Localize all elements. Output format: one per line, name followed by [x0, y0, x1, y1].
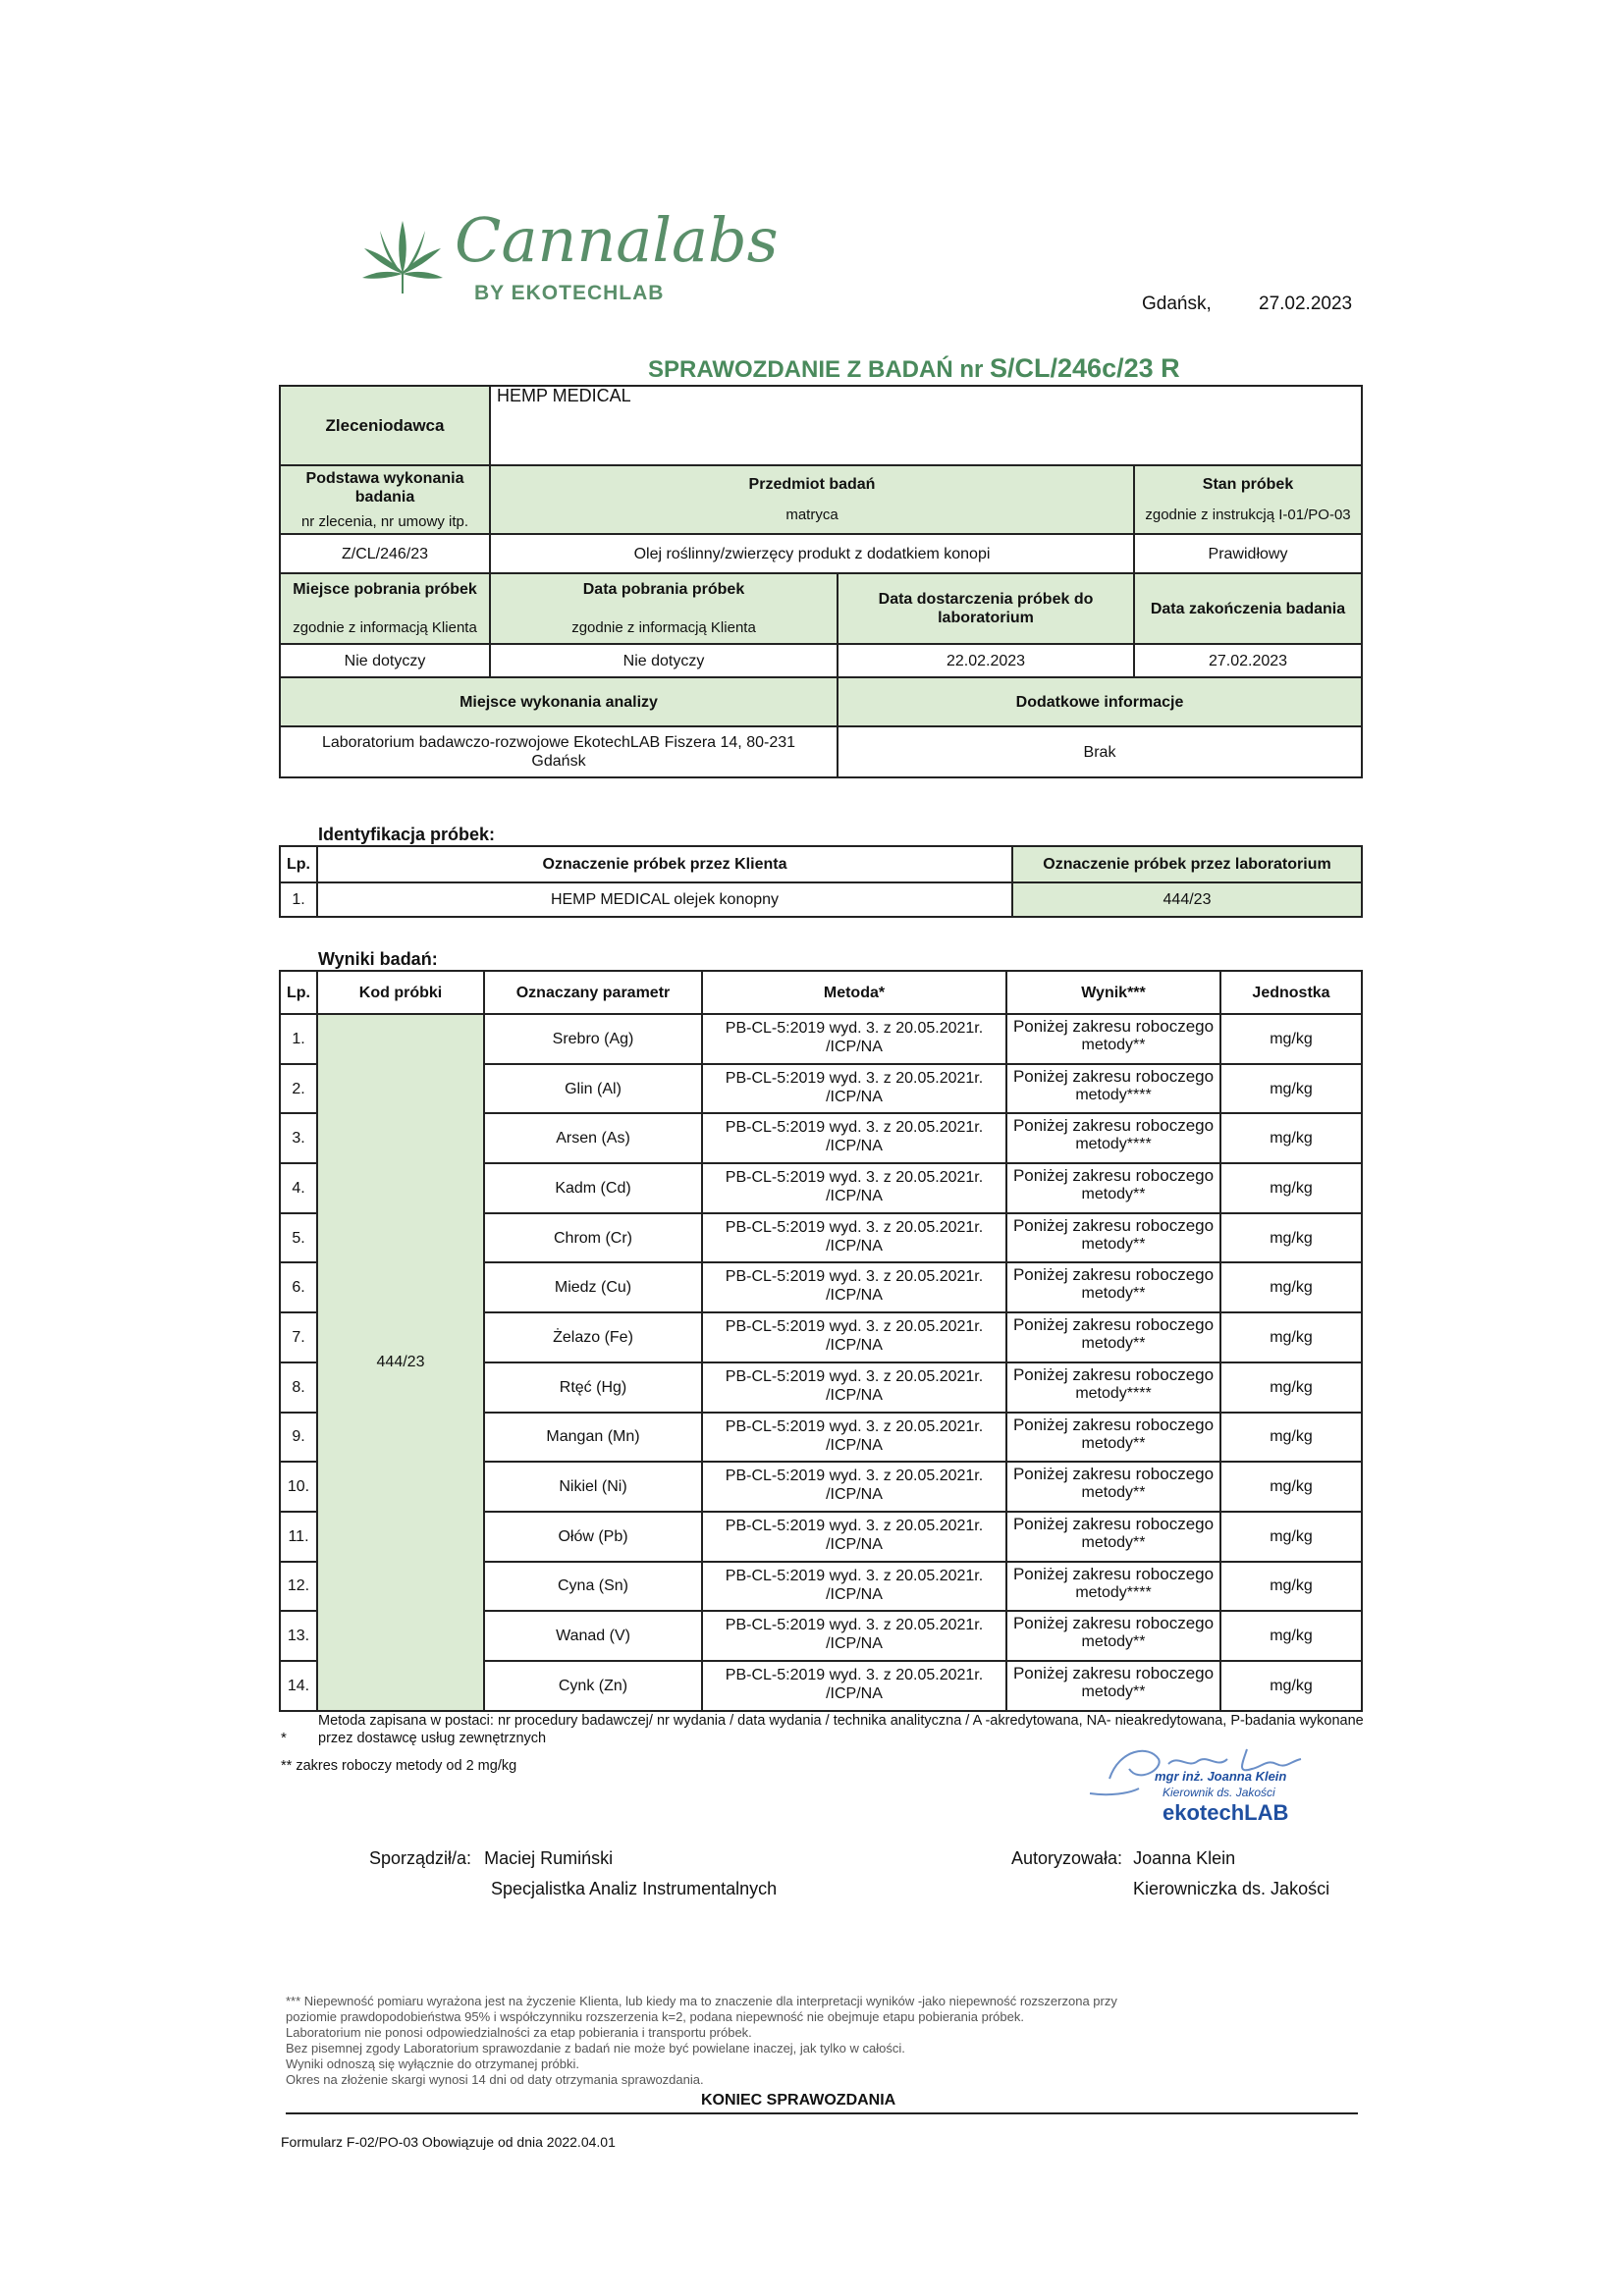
range-note: ** zakres roboczy metody od 2 mg/kg [281, 1758, 517, 1774]
row-param: Miedz (Cu) [484, 1262, 702, 1312]
row-result-line1: Poniżej zakresu roboczego [1012, 1315, 1215, 1335]
row-result [1006, 1611, 1220, 1661]
row-result-line2: metody** [1081, 1533, 1146, 1551]
report-title [648, 353, 1180, 384]
row-lp: 6. [280, 1262, 317, 1312]
row-method-line2: /ICP/NA [826, 1436, 883, 1454]
row-method-line2: /ICP/NA [826, 1287, 883, 1305]
matrix-value: Olej roślinny/zwierzęcy produkt z dodatkiem konopi [490, 534, 1134, 573]
id-row-lp: 1. [280, 882, 317, 917]
row-method [702, 1213, 1006, 1263]
issue-city: Gdańsk, [1142, 294, 1212, 314]
results-title: Wyniki badań: [318, 949, 438, 969]
subject-label: Przedmiot badań [748, 476, 876, 493]
row-result [1006, 1413, 1220, 1463]
row-lp: 8. [280, 1362, 317, 1413]
row-result-line1: Poniżej zakresu roboczego [1012, 1663, 1215, 1682]
row-result-line2: metody**** [1075, 1086, 1152, 1103]
row-lp: 5. [280, 1213, 317, 1263]
row-method-line2: /ICP/NA [826, 1188, 883, 1205]
row-method-line2: /ICP/NA [826, 1039, 883, 1055]
row-param: Glin (Al) [484, 1064, 702, 1114]
row-method-line1: PB-CL-5:2019 wyd. 3. z 20.05.2021r. [725, 1020, 984, 1037]
row-unit: mg/kg [1220, 1262, 1362, 1312]
row-unit: mg/kg [1220, 1661, 1362, 1711]
analysis-place-value: Laboratorium badawczo-rozwojowe EkotechLAB Fiszera 14, 80-231 Gdańsk [280, 726, 838, 777]
row-method-line2: /ICP/NA [826, 1585, 883, 1603]
delivery-date-label: Data dostarczenia próbek do laboratorium [838, 573, 1134, 644]
row-method [702, 1462, 1006, 1512]
row-result-line2: metody** [1081, 1335, 1146, 1353]
row-method-line1: PB-CL-5:2019 wyd. 3. z 20.05.2021r. [725, 1268, 984, 1286]
footer-divider [286, 2112, 1358, 2114]
row-method [702, 1163, 1006, 1213]
row-method [702, 1661, 1006, 1711]
cannabis-leaf-icon [358, 213, 447, 301]
footer-line: Bez pisemnej zgody Laboratorium sprawozdanie z badań nie może być powielane inaczej, jak tylko w całości. [286, 2041, 905, 2056]
row-unit: mg/kg [1220, 1113, 1362, 1163]
row-method [702, 1262, 1006, 1312]
footer-line: *** Niepewność pomiaru wyrażona jest na życzenie Klienta, lub kiedy ma to znaczenie dla interpretacji wyników -jako niepewność rozszerzona przy [286, 1994, 1117, 2008]
row-result-line1: Poniżej zakresu roboczego [1012, 1465, 1215, 1484]
row-method [702, 1413, 1006, 1463]
results-header-unit: Jednostka [1220, 971, 1362, 1014]
row-result [1006, 1512, 1220, 1562]
method-note-star: * [281, 1730, 287, 1746]
results-header-method: Metoda* [702, 971, 1006, 1014]
client-value: HEMP MEDICAL [490, 386, 1362, 465]
row-lp: 10. [280, 1462, 317, 1512]
method-note: Metoda zapisana w postaci: nr procedury badawczej/ nr wydania / data wydania / technika analityczna / A -akredytowana, NA- nieakredytowana, P-badania wykonane przez dostawcę usług zewnętrznych [318, 1713, 1364, 1746]
row-unit: mg/kg [1220, 1611, 1362, 1661]
results-header-param: Oznaczany parametr [484, 971, 702, 1014]
row-method-line1: PB-CL-5:2019 wyd. 3. z 20.05.2021r. [725, 1218, 984, 1236]
row-method-line2: /ICP/NA [826, 1088, 883, 1105]
row-param: Kadm (Cd) [484, 1163, 702, 1213]
row-lp: 12. [280, 1562, 317, 1612]
row-result [1006, 1462, 1220, 1512]
row-result-line1: Poniżej zakresu roboczego [1012, 1614, 1215, 1633]
id-header-client: Oznaczenie próbek przez Klienta [317, 846, 1012, 882]
row-method-line1: PB-CL-5:2019 wyd. 3. z 20.05.2021r. [725, 1367, 984, 1385]
results-header-lp: Lp. [280, 971, 317, 1014]
row-lp: 11. [280, 1512, 317, 1562]
sampling-date-sub: zgodnie z informacją Klienta [571, 619, 756, 636]
logo-subtitle: BY EKOTECHLAB [474, 282, 665, 304]
authorized-by [1011, 1848, 1235, 1869]
footer-line: poziomie prawdopodobieństwa 95% i współczynniku rozszerzenia k=2, podana niepewność nie obejmuje etapu pobierania próbek. [286, 2009, 1024, 2024]
sampling-place-header [280, 573, 490, 644]
logo-name: Cannalabs [455, 204, 779, 276]
row-method-line2: /ICP/NA [826, 1386, 883, 1404]
results-table [279, 970, 1363, 1712]
results-header-code: Kod próbki [317, 971, 484, 1014]
footer-line: Laboratorium nie ponosi odpowiedzialności za etap pobierania i transportu próbek. [286, 2025, 752, 2040]
stamp-logo: ekotechLAB [1163, 1800, 1289, 1825]
stamp-role: Kierownik ds. Jakości [1163, 1786, 1275, 1799]
row-method [702, 1362, 1006, 1413]
row-method-line1: PB-CL-5:2019 wyd. 3. z 20.05.2021r. [725, 1567, 984, 1584]
row-unit: mg/kg [1220, 1014, 1362, 1064]
sampling-place-label: Miejsce pobrania próbek [293, 581, 477, 598]
additional-info-value: Brak [838, 726, 1362, 777]
report-number: S/CL/246c/23 R [990, 353, 1180, 383]
signature-stamp [1080, 1739, 1335, 1838]
row-method-line2: /ICP/NA [826, 1237, 883, 1255]
results-header-result: Wynik*** [1006, 971, 1220, 1014]
row-method-line2: /ICP/NA [826, 1684, 883, 1702]
subject-header [490, 465, 1134, 534]
row-result [1006, 1213, 1220, 1263]
form-id: Formularz F-02/PO-03 Obowiązuje od dnia 2022.04.01 [281, 2134, 616, 2150]
order-number: Z/CL/246/23 [280, 534, 490, 573]
row-result [1006, 1562, 1220, 1612]
row-method-line2: /ICP/NA [826, 1138, 883, 1155]
row-result-line2: metody** [1081, 1037, 1146, 1053]
row-param: Arsen (As) [484, 1113, 702, 1163]
row-method-line1: PB-CL-5:2019 wyd. 3. z 20.05.2021r. [725, 1417, 984, 1435]
row-method [702, 1312, 1006, 1362]
footer-line: Okres na złożenie skargi wynosi 14 dni od daty otrzymania sprawozdania. [286, 2072, 704, 2087]
row-result-line1: Poniżej zakresu roboczego [1012, 1215, 1215, 1235]
row-param: Mangan (Mn) [484, 1413, 702, 1463]
row-unit: mg/kg [1220, 1413, 1362, 1463]
sampling-place-sub: zgodnie z informacją Klienta [293, 619, 477, 636]
row-result-line1: Poniżej zakresu roboczego [1012, 1066, 1215, 1086]
row-result [1006, 1661, 1220, 1711]
row-unit: mg/kg [1220, 1064, 1362, 1114]
row-result-line2: metody** [1081, 1186, 1146, 1203]
authorized-name: Joanna Klein [1133, 1848, 1236, 1868]
id-header-lab: Oznaczenie próbek przez laboratorium [1012, 846, 1362, 882]
row-lp: 7. [280, 1312, 317, 1362]
row-param: Wanad (V) [484, 1611, 702, 1661]
row-param: Cyna (Sn) [484, 1562, 702, 1612]
row-method-line1: PB-CL-5:2019 wyd. 3. z 20.05.2021r. [725, 1169, 984, 1187]
footer-line: Wyniki odnoszą się wyłącznie do otrzymanej próbki. [286, 2056, 580, 2071]
report-title-prefix: SPRAWOZDANIE Z BADAŃ nr [648, 356, 984, 383]
prepared-label: Sporządził/a: [369, 1848, 472, 1868]
logo [358, 201, 779, 309]
row-method [702, 1014, 1006, 1064]
row-param: Chrom (Cr) [484, 1213, 702, 1263]
sampling-date-value: Nie dotyczy [490, 644, 838, 677]
row-lp: 14. [280, 1661, 317, 1711]
row-result-line1: Poniżej zakresu roboczego [1012, 1364, 1215, 1384]
issue-date: 27.02.2023 [1259, 294, 1353, 314]
row-result [1006, 1362, 1220, 1413]
row-method-line1: PB-CL-5:2019 wyd. 3. z 20.05.2021r. [725, 1517, 984, 1534]
row-lp: 2. [280, 1064, 317, 1114]
row-method-line2: /ICP/NA [826, 1535, 883, 1553]
row-result [1006, 1312, 1220, 1362]
prepared-by [369, 1848, 613, 1869]
row-method [702, 1562, 1006, 1612]
row-result [1006, 1014, 1220, 1064]
row-unit: mg/kg [1220, 1512, 1362, 1562]
row-method [702, 1064, 1006, 1114]
row-result-line2: metody** [1081, 1633, 1146, 1651]
client-label: Zleceniodawca [280, 386, 490, 465]
end-of-report: KONIEC SPRAWOZDANIA [701, 2092, 896, 2109]
id-header-lp: Lp. [280, 846, 317, 882]
additional-info-label: Dodatkowe informacje [838, 677, 1362, 726]
row-param: Rtęć (Hg) [484, 1362, 702, 1413]
row-unit: mg/kg [1220, 1213, 1362, 1263]
row-method [702, 1512, 1006, 1562]
row-unit: mg/kg [1220, 1462, 1362, 1512]
row-result-line1: Poniżej zakresu roboczego [1012, 1514, 1215, 1533]
row-method-line2: /ICP/NA [826, 1635, 883, 1653]
authorized-role: Kierowniczka ds. Jakości [1133, 1879, 1330, 1898]
sampling-place-value: Nie dotyczy [280, 644, 490, 677]
row-result [1006, 1113, 1220, 1163]
row-result-line1: Poniżej zakresu roboczego [1012, 1415, 1215, 1434]
row-result-line2: metody** [1081, 1682, 1146, 1700]
identification-title: Identyfikacja próbek: [318, 825, 496, 844]
row-method-line1: PB-CL-5:2019 wyd. 3. z 20.05.2021r. [725, 1468, 984, 1485]
row-method [702, 1113, 1006, 1163]
subject-sub: matryca [785, 507, 839, 523]
sample-code: 444/23 [317, 1014, 484, 1711]
row-result-line2: metody** [1081, 1484, 1146, 1502]
row-method [702, 1611, 1006, 1661]
row-method-line1: PB-CL-5:2019 wyd. 3. z 20.05.2021r. [725, 1617, 984, 1634]
identification-table [279, 845, 1363, 918]
row-unit: mg/kg [1220, 1362, 1362, 1413]
end-date-label: Data zakończenia badania [1134, 573, 1362, 644]
row-param: Nikiel (Ni) [484, 1462, 702, 1512]
basis-header [280, 465, 490, 534]
row-param: Żelazo (Fe) [484, 1312, 702, 1362]
sampling-date-label: Data pobrania próbek [582, 581, 745, 598]
row-unit: mg/kg [1220, 1562, 1362, 1612]
sampling-date-header [490, 573, 838, 644]
row-method-line2: /ICP/NA [826, 1337, 883, 1355]
id-row-client: HEMP MEDICAL olejek konopny [317, 882, 1012, 917]
row-result-line2: metody**** [1075, 1583, 1152, 1601]
row-method-line1: PB-CL-5:2019 wyd. 3. z 20.05.2021r. [725, 1318, 984, 1336]
row-result-line2: metody** [1081, 1235, 1146, 1253]
row-result-line1: Poniżej zakresu roboczego [1012, 1116, 1215, 1136]
row-result-line2: metody** [1081, 1434, 1146, 1452]
row-lp: 1. [280, 1014, 317, 1064]
row-result-line1: Poniżej zakresu roboczego [1012, 1166, 1215, 1186]
row-method-line1: PB-CL-5:2019 wyd. 3. z 20.05.2021r. [725, 1119, 984, 1137]
row-lp: 9. [280, 1413, 317, 1463]
row-unit: mg/kg [1220, 1312, 1362, 1362]
delivery-date-value: 22.02.2023 [838, 644, 1134, 677]
row-method-line1: PB-CL-5:2019 wyd. 3. z 20.05.2021r. [725, 1666, 984, 1683]
condition-sub: zgodnie z instrukcją I-01/PO-03 [1145, 507, 1351, 523]
row-result [1006, 1262, 1220, 1312]
basis-sub: nr zlecenia, nr umowy itp. [300, 512, 469, 530]
analysis-place-label: Miejsce wykonania analizy [280, 677, 838, 726]
row-lp: 13. [280, 1611, 317, 1661]
authorized-label: Autoryzowała: [1011, 1848, 1123, 1868]
results-row [280, 1014, 1362, 1064]
row-result [1006, 1163, 1220, 1213]
row-unit: mg/kg [1220, 1163, 1362, 1213]
row-param: Srebro (Ag) [484, 1014, 702, 1064]
condition-label: Stan próbek [1202, 476, 1294, 493]
row-result-line2: metody**** [1075, 1384, 1152, 1402]
prepared-name: Maciej Rumiński [484, 1848, 614, 1868]
report-info-table [279, 385, 1363, 778]
row-result [1006, 1064, 1220, 1114]
footer-disclaimer [286, 1994, 1268, 2088]
row-result-line1: Poniżej zakresu roboczego [1012, 1265, 1215, 1285]
basis-label: Podstawa wykonania badania [305, 469, 464, 506]
row-param: Ołów (Pb) [484, 1512, 702, 1562]
condition-header [1134, 465, 1362, 534]
row-param: Cynk (Zn) [484, 1661, 702, 1711]
row-lp: 4. [280, 1163, 317, 1213]
stamp-name: mgr inż. Joanna Klein [1155, 1769, 1287, 1784]
row-result-line2: metody** [1081, 1285, 1146, 1303]
row-method-line2: /ICP/NA [826, 1486, 883, 1504]
prepared-role: Specjalistka Analiz Instrumentalnych [491, 1879, 778, 1898]
end-date-value: 27.02.2023 [1134, 644, 1362, 677]
row-result-line1: Poniżej zakresu roboczego [1012, 1017, 1215, 1036]
row-method-line1: PB-CL-5:2019 wyd. 3. z 20.05.2021r. [725, 1069, 984, 1087]
condition-value: Prawidłowy [1134, 534, 1362, 573]
row-lp: 3. [280, 1113, 317, 1163]
row-result-line1: Poniżej zakresu roboczego [1012, 1564, 1215, 1583]
id-row-lab: 444/23 [1012, 882, 1362, 917]
row-result-line2: metody**** [1075, 1136, 1152, 1153]
results-body [280, 1014, 1362, 1711]
